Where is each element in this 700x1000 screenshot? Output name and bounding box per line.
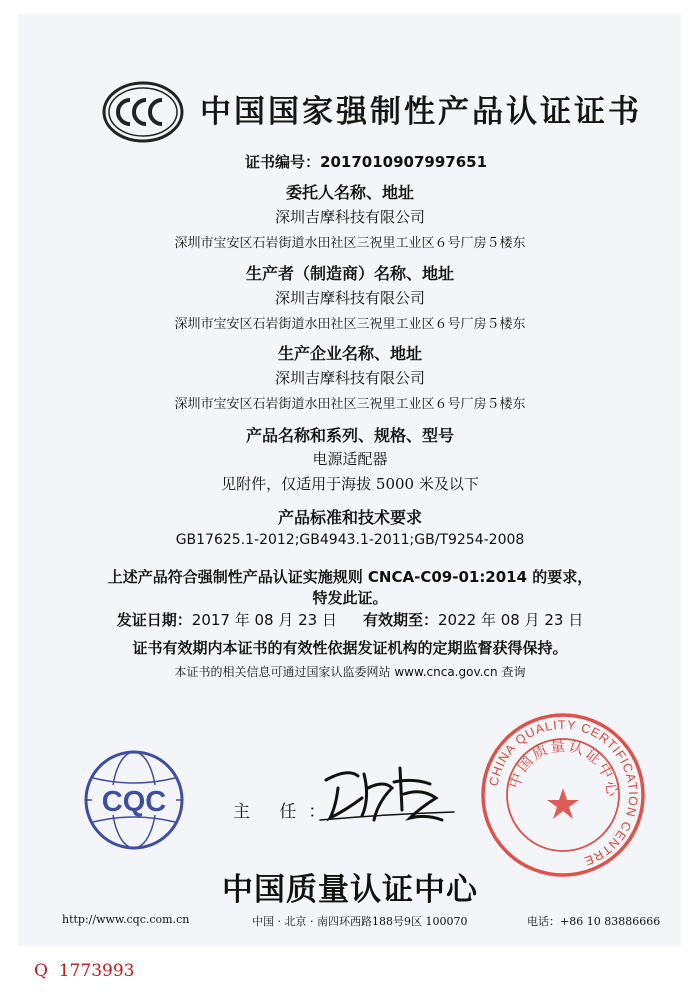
expiry-date-label: 有效期至： — [363, 611, 439, 629]
cqc-globe-logo — [80, 748, 188, 852]
serial-prefix: Q — [34, 961, 48, 981]
manufacturer-name: 深圳吉摩科技有限公司 — [274, 289, 425, 307]
director-signature — [318, 758, 458, 830]
query-note: 本证书的相关信息可通过国家认监委网站 www.cnca.gov.cn 查询 — [174, 665, 526, 679]
product-note: 见附件，仅适用于海拔 5000 米及以下 — [221, 475, 479, 493]
stamp-inner-text: 中国质量认证中心 — [505, 736, 622, 800]
ccc-mark-logo — [102, 80, 184, 144]
issue-date: 2017 年 08 月 23 日 — [191, 611, 337, 629]
product-heading: 产品名称和系列、规格、型号 — [245, 426, 454, 445]
client-address: 深圳市宝安区石岩街道水田社区三祝里工业区６号厂房５楼东 — [174, 236, 526, 251]
certificate-number-row — [245, 151, 487, 172]
manufacturer-heading: 生产者（制造商）名称、地址 — [245, 264, 454, 283]
serial-number: 1773993 — [58, 961, 135, 981]
conformity-statement-line2: 特发此证。 — [312, 589, 388, 607]
footer-phone: 电话：+86 10 83886666 — [527, 915, 661, 928]
expiry-date: 2022 年 08 月 23 日 — [438, 611, 584, 629]
certificate-title: 中国国家强制性产品认证证书 — [200, 94, 642, 130]
certificate-number-label: 证书编号： — [245, 153, 321, 171]
client-name: 深圳吉摩科技有限公司 — [274, 208, 425, 226]
footer-url: http://www.cqc.com.cn — [62, 913, 190, 926]
serial-number-row — [34, 961, 134, 981]
standard-heading: 产品标准和技术要求 — [277, 508, 422, 527]
manufacturer-address: 深圳市宝安区石岩街道水田社区三祝里工业区６号厂房５楼东 — [174, 317, 526, 332]
issue-date-label: 发证日期： — [116, 611, 192, 629]
validity-note: 证书有效期内本证书的有效性依据发证机构的定期监督获得保持。 — [132, 639, 568, 657]
factory-heading: 生产企业名称、地址 — [277, 344, 422, 363]
standards-list: GB17625.1-2012;GB4943.1-2011;GB/T9254-2008 — [175, 532, 525, 548]
factory-address: 深圳市宝安区石岩街道水田社区三祝里工业区６号厂房５楼东 — [174, 397, 526, 412]
client-heading: 委托人名称、地址 — [285, 183, 414, 202]
director-label: 主 任： — [233, 802, 338, 822]
product-name: 电源适配器 — [312, 450, 388, 468]
issuer-name: 中国质量认证中心 — [222, 872, 478, 908]
certificate-number: 2017010907997651 — [320, 153, 488, 171]
official-seal-stamp — [478, 710, 648, 880]
dates-row — [0, 609, 700, 630]
stamp-star-icon — [547, 788, 579, 819]
cqc-logo-text: CQC — [101, 786, 167, 818]
footer-address: 中国 · 北京 · 南四环西路188号9区 100070 — [252, 915, 468, 928]
factory-name: 深圳吉摩科技有限公司 — [274, 369, 425, 387]
conformity-statement-line1: 上述产品符合强制性产品认证实施规则 CNCA-C09-01:2014 的要求， — [107, 568, 593, 586]
stamp-outer-text: CHINA QUALITY CERTIFICATION CENTRE — [486, 717, 641, 869]
